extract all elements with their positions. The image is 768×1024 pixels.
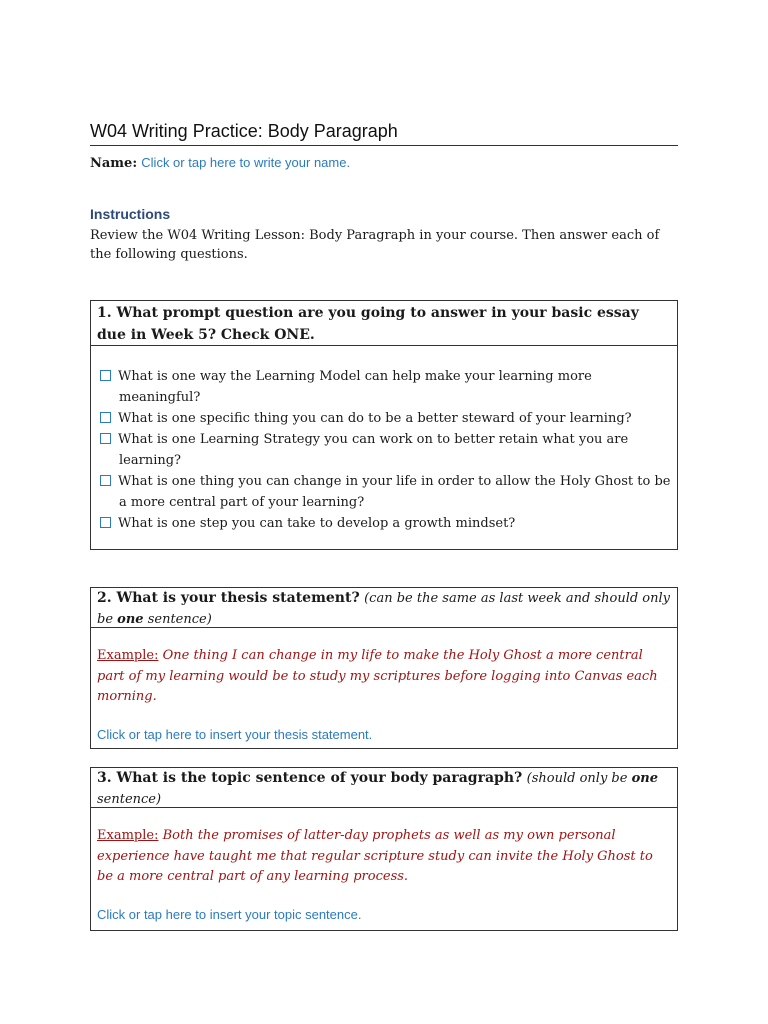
instructions-heading: Instructions — [90, 206, 171, 222]
question-2-box — [90, 587, 678, 749]
prompt-options-list — [97, 346, 671, 534]
prompt-option[interactable] — [97, 513, 671, 534]
prompt-option[interactable] — [97, 471, 671, 513]
prompt-option[interactable] — [97, 429, 671, 471]
topic-sentence-example — [97, 826, 671, 888]
prompt-option-label: What is one step you can take to develop a growth mindset? — [118, 516, 516, 531]
question-2-heading — [91, 588, 677, 628]
question-1-heading — [91, 301, 677, 346]
question-2-hint: (can be the same as last week and should only be one sentence) — [97, 591, 671, 627]
checkbox-icon[interactable] — [100, 433, 111, 444]
name-row — [90, 155, 350, 171]
document-title: W04 Writing Practice: Body Paragraph — [90, 121, 678, 146]
question-3-text: 3. What is the topic sentence of your body paragraph? — [97, 770, 523, 786]
prompt-option-label: What is one thing you can change in your life in order to allow the Holy Ghost to be a more central part of your learning? — [118, 474, 671, 510]
instructions-text: Review the W04 Writing Lesson: Body Paragraph in your course. Then answer each of the following questions. — [90, 228, 660, 262]
example-text: Both the promises of latter-day prophets as well as my own personal experience have taught me that regular scripture study can invite the Holy Ghost to be a more central part of any learning process. — [97, 828, 653, 884]
question-1-box — [90, 300, 678, 550]
example-text: One thing I can change in my life to make the Holy Ghost a more central part of my learning would be to study my scriptures before logging into Canvas each morning. — [97, 648, 658, 704]
checkbox-icon[interactable] — [100, 517, 111, 528]
example-label: Example: — [97, 828, 159, 843]
prompt-option[interactable] — [97, 408, 671, 429]
prompt-option-label: What is one specific thing you can do to be a better steward of your learning? — [118, 411, 632, 426]
prompt-option-label: What is one Learning Strategy you can work on to better retain what you are learning? — [118, 432, 629, 468]
checkbox-icon[interactable] — [100, 412, 111, 423]
thesis-example — [97, 646, 671, 708]
topic-sentence-input[interactable]: Click or tap here to insert your topic sentence. — [97, 906, 362, 922]
question-3-hint: (should only be one sentence) — [97, 771, 658, 807]
checkbox-icon[interactable] — [100, 475, 111, 486]
prompt-option-label: What is one way the Learning Model can help make your learning more meaningful? — [118, 369, 592, 405]
question-2-text: 2. What is your thesis statement? — [97, 590, 360, 606]
checkbox-icon[interactable] — [100, 370, 111, 381]
question-3-box — [90, 767, 678, 931]
question-1-text: 1. What prompt question are you going to answer in your basic essay due in Week 5? Check ONE. — [97, 305, 639, 343]
example-label: Example: — [97, 648, 159, 663]
thesis-input[interactable]: Click or tap here to insert your thesis statement. — [97, 726, 373, 742]
question-3-heading — [91, 768, 677, 808]
name-label: Name: — [90, 156, 138, 171]
prompt-option[interactable] — [97, 366, 671, 408]
name-field[interactable]: Click or tap here to write your name. — [141, 155, 351, 170]
